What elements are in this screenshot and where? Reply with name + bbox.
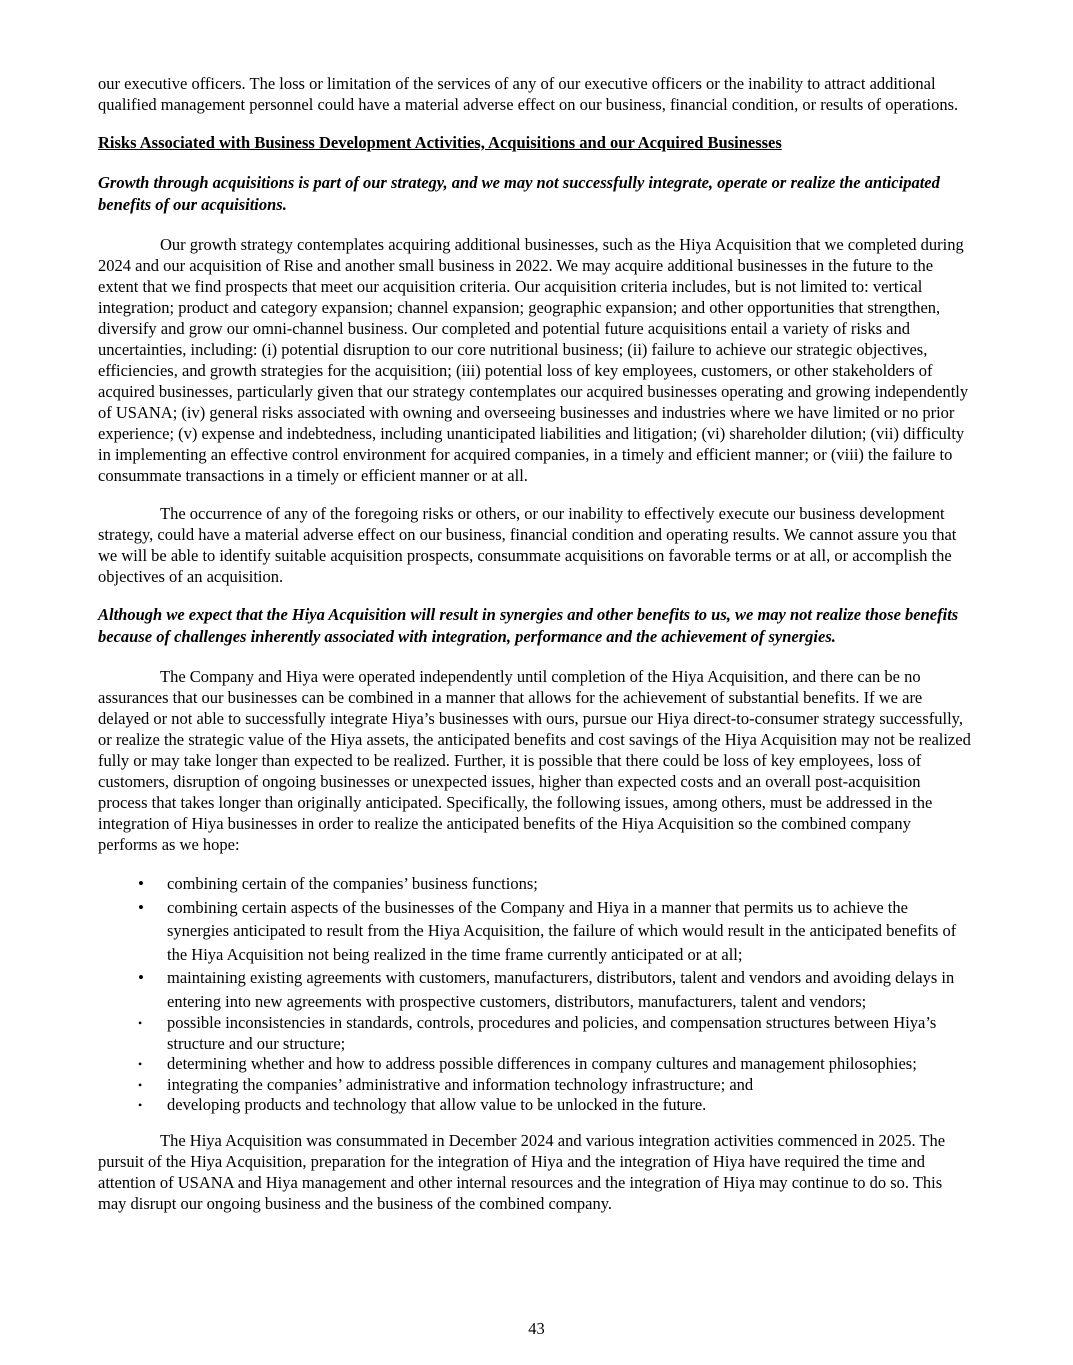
- list-item: [98, 896, 972, 967]
- list-item: [98, 872, 972, 896]
- page-number: 43: [528, 1319, 545, 1338]
- subsection-heading-growth-through-acquisitions: Growth through acquisitions is part of our strategy, and we may not successfully integrate, operate or realize the anticipated benefits of our acquisitions.: [98, 173, 940, 214]
- bullet-list-secondary: [98, 1013, 972, 1116]
- paragraph-growth-strategy: Our growth strategy contemplates acquiring additional businesses, such as the Hiya Acquisition that we completed during 2024 and our acquisition of Rise and another small business in 2022. We may acquire additional businesses in the future to the extent that we find prospects that meet our acquisition criteria. Our acquisition criteria includes, but is not limited to: vertical integration; product and category expansion; channel expansion; geographic expansion; and other opportunities that strengthen, diversify and grow our omni-channel business. Our completed and potential future acquisitions entail a variety of risks and uncertainties, including: (i) potential disruption to our core nutritional business; (ii) failure to achieve our strategic objectives, efficiencies, and growth strategies for the acquisition; (iii) potential loss of key employees, customers, or other stakeholders of acquired businesses, particularly given that our strategy contemplates our acquired businesses operating and growing independently of USANA; (iv) general risks associated with owning and overseeing businesses and industries where we have limited or no prior experience; (v) expense and indebtedness, including unanticipated liabilities and litigation; (vi) shareholder dilution; (vii) difficulty in implementing an effective control environment for acquired companies, in a timely and efficient manner; or (viii) the failure to consummate transactions in a timely or efficient manner or at all.: [98, 235, 969, 485]
- list-item: [98, 1075, 972, 1096]
- list-item-text: combining certain of the companies’ business functions;: [167, 874, 538, 893]
- list-item-text: maintaining existing agreements with customers, manufacturers, distributors, talent and vendors and avoiding delays in entering into new agreements with prospective customers, distributors, manufacturers, talent and vendors;: [167, 968, 955, 1011]
- paragraph-hiya-consummated: The Hiya Acquisition was consummated in December 2024 and various integration activities commenced in 2025. The pursuit of the Hiya Acquisition, preparation for the integration of Hiya and the integration of Hiya have required the time and attention of USANA and Hiya management and other internal resources and the integration of Hiya may continue to do so. This may disrupt our ongoing business and the business of the combined company.: [98, 1130, 946, 1213]
- bullet-icon: •: [138, 1077, 143, 1092]
- list-item-text: combining certain aspects of the businesses of the Company and Hiya in a manner that permits us to achieve the synergies anticipated to result from the Hiya Acquisition, the failure of which would result in the anticipated benefits of the Hiya Acquisition not being realized in the time frame currently anticipated or at all;: [167, 897, 957, 964]
- list-item: [98, 966, 972, 1013]
- list-item-text: developing products and technology that allow value to be unlocked in the future.: [167, 1095, 707, 1114]
- list-item: [98, 1095, 972, 1116]
- list-item: [98, 1054, 972, 1075]
- paragraph-company-and-hiya: The Company and Hiya were operated independently until completion of the Hiya Acquisition, and there can be no assurances that our businesses can be combined in a manner that allows for the achievement of substantial benefits. If we are delayed or not able to successfully integrate Hiya’s businesses with ours, pursue our Hiya direct-to-consumer strategy successfully, or realize the strategic value of the Hiya assets, the anticipated benefits and cost savings of the Hiya Acquisition may not be realized fully or may take longer than expected to be realized. Further, it is possible that there could be loss of key employees, loss of customers, disruption of ongoing businesses or unexpected issues, higher than expected costs and an overall post-acquisition process that takes longer than originally anticipated. Specifically, the following issues, among others, must be addressed in the integration of Hiya businesses in order to realize the anticipated benefits of the Hiya Acquisition so the combined company performs as we hope:: [98, 667, 971, 854]
- bullet-list-primary: [98, 872, 972, 1013]
- list-item: [98, 1013, 972, 1054]
- list-item-text: determining whether and how to address possible differences in company cultures and management philosophies;: [167, 1054, 917, 1073]
- list-item-text: integrating the companies’ administrative and information technology infrastructure; and: [167, 1074, 754, 1094]
- page-footer: [0, 1318, 1073, 1339]
- bullet-icon: •: [138, 968, 144, 987]
- list-item-text: possible inconsistencies in standards, controls, procedures and policies, and compensation structures between Hiya’s structure and our structure;: [167, 1013, 937, 1053]
- bullet-icon: •: [138, 874, 144, 893]
- subsection-heading-hiya-synergies: Although we expect that the Hiya Acquisition will result in synergies and other benefits to us, we may not realize those benefits because of challenges inherently associated with integration, performance and the achievement of synergies.: [98, 605, 959, 646]
- bullet-icon: •: [138, 1057, 143, 1071]
- bullet-icon: •: [138, 1016, 143, 1030]
- section-heading-risks-business-development: Risks Associated with Business Development Activities, Acquisitions and our Acquired Businesses: [98, 133, 782, 152]
- bullet-icon: •: [138, 1098, 143, 1112]
- paragraph-occurrence-of-risks: The occurrence of any of the foregoing risks or others, or our inability to effectively execute our business development strategy, could have a material adverse effect on our business, financial condition and operating results. We cannot assure you that we will be able to identify suitable acquisition prospects, consummate acquisitions on favorable terms or at all, or accomplish the objectives of an acquisition.: [98, 504, 957, 586]
- bullet-icon: •: [138, 897, 144, 917]
- paragraph-continuation: our executive officers. The loss or limitation of the services of any of our executive officers or the inability to attract additional qualified management personnel could have a material adverse effect on our business, financial condition, or results of operations.: [98, 74, 959, 114]
